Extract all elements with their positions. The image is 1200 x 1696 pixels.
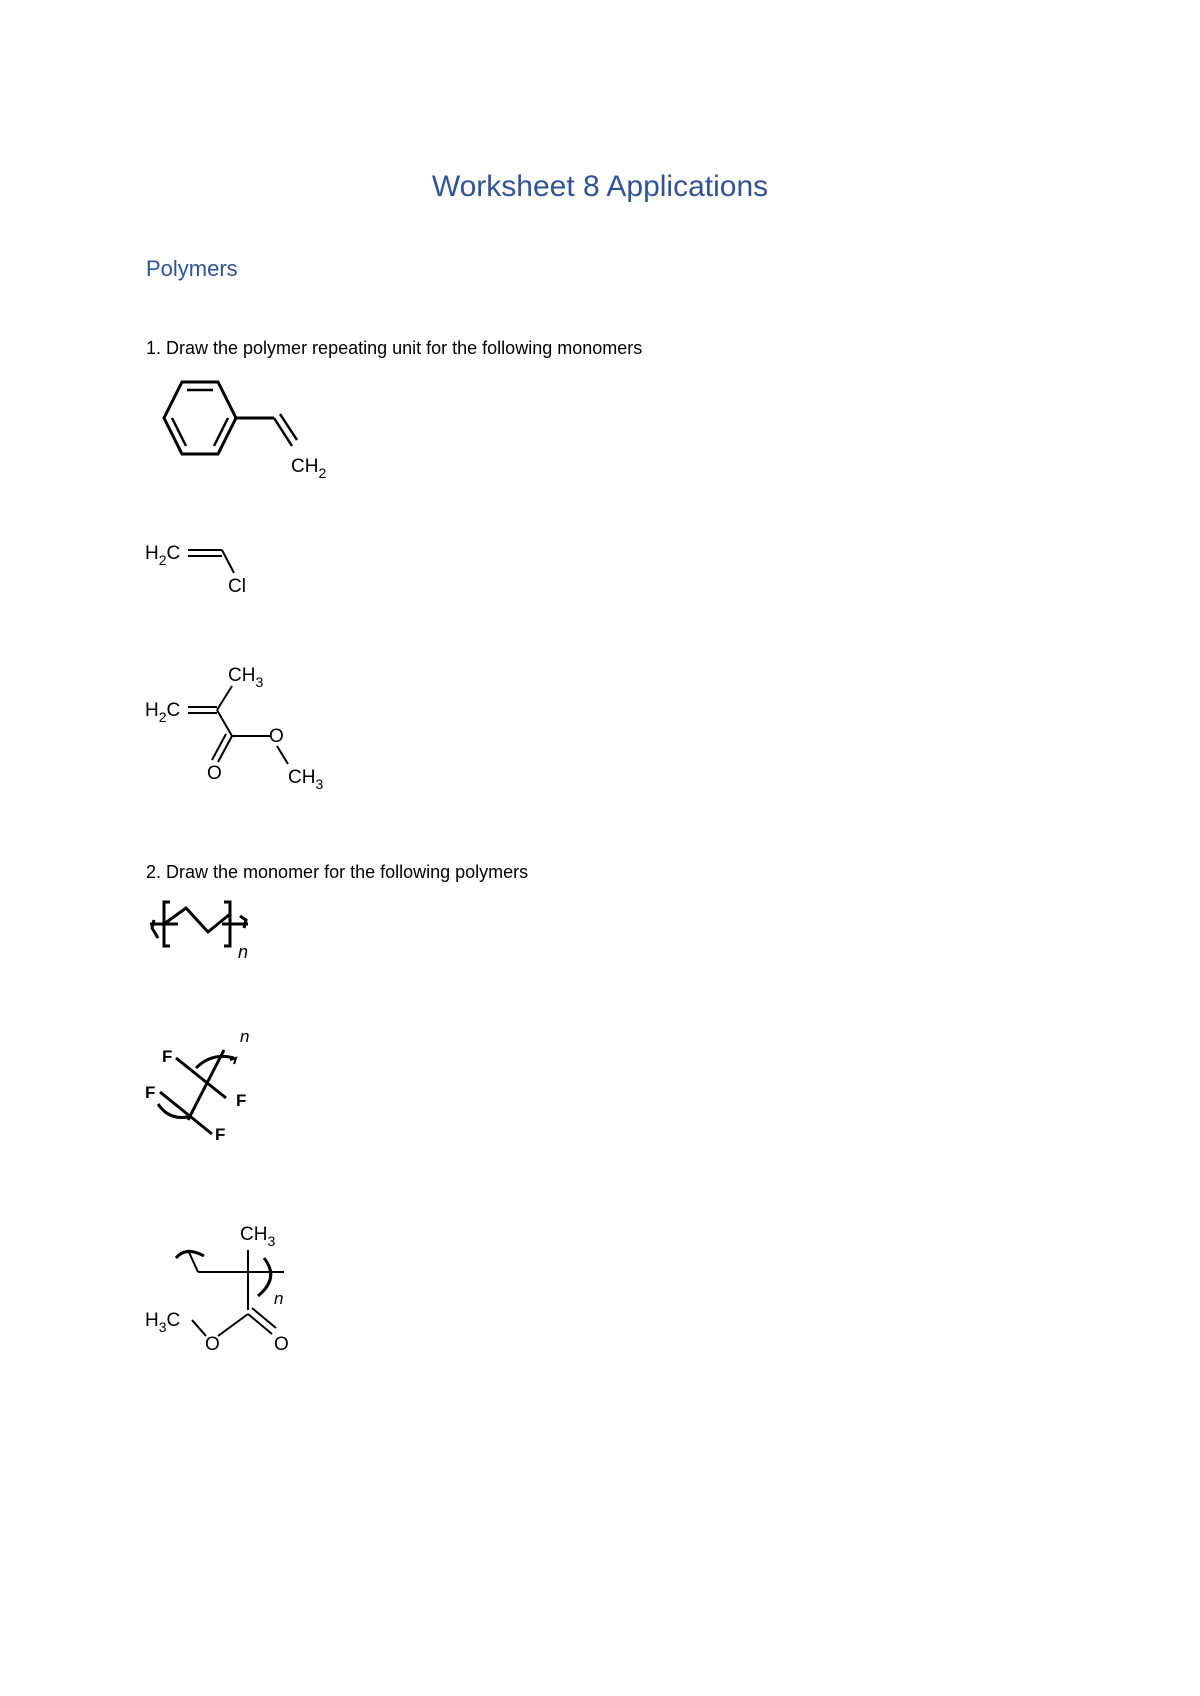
question-2-label: 2. Draw the monomer for the following polymers [146, 862, 529, 882]
ester-oxygen-label: O [269, 726, 284, 747]
n-label: n [240, 1027, 250, 1046]
polyethylene-structure [148, 898, 268, 968]
fluorine-4-label: F [215, 1125, 226, 1144]
n-subscript: n [274, 1289, 284, 1308]
n-subscript: n [238, 942, 249, 962]
page-title: Worksheet 8 Applications [431, 170, 769, 203]
carbonyl-oxygen-label: O [274, 1334, 289, 1355]
fluorine-1-label: F [162, 1047, 173, 1066]
h3c-label: $H_3C$ [145, 1310, 181, 1335]
ch2-label: $CH_2$ [291, 456, 327, 481]
section-heading: Polymers [146, 256, 238, 281]
ptfe-structure [140, 1022, 270, 1142]
methyl-methacrylate-structure [140, 660, 340, 800]
fluorine-3-label: F [236, 1091, 247, 1110]
ch3-bottom-label: $CH_3$ [288, 767, 324, 792]
fluorine-2-label: F [145, 1083, 156, 1102]
styrene-structure [150, 380, 350, 490]
pmma-structure [140, 1218, 320, 1358]
cl-label: Cl [228, 576, 246, 597]
h2c-label: $H_2C$ [145, 543, 181, 568]
ch3-label: $CH_3$ [240, 1224, 276, 1249]
vinyl-chloride-structure [140, 535, 280, 605]
question-1-label: 1. Draw the polymer repeating unit for the following monomers [146, 338, 643, 358]
h2c-label: $H_2C$ [145, 700, 181, 725]
ch3-top-label: $CH_3$ [228, 665, 264, 690]
ester-oxygen-label: O [205, 1334, 220, 1355]
carbonyl-oxygen-label: O [207, 763, 222, 784]
